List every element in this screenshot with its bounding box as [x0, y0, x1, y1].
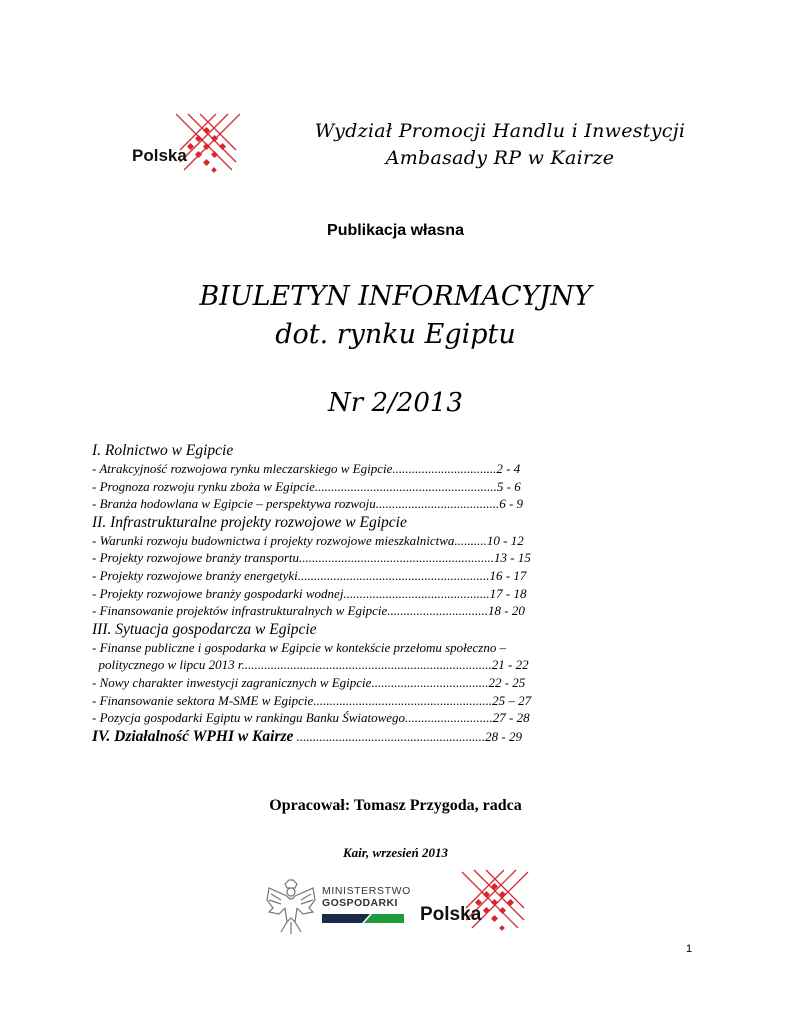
toc-section-heading: II. Infrastrukturalne projekty rozwojowe w Egipcie — [92, 513, 407, 531]
toc-section-heading: III. Sytuacja gospodarcza w Egipcie — [92, 620, 317, 638]
page-number: 1 — [686, 943, 693, 955]
toc-item: - Projekty rozwojowe branży energetyki...........................................................16 - 17 — [92, 567, 527, 583]
bulletin-title — [0, 278, 791, 354]
title-line-1: BIULETYN INFORMACYJNY — [199, 281, 592, 312]
toc-item: - Pozycja gospodarki Egiptu w rankingu Banku Światowego...........................27 - 28 — [92, 710, 530, 726]
toc-section-heading: I. Rolnictwo w Egipcie — [92, 442, 234, 459]
toc-item: - Finansowanie sektora M-SME w Egipcie.......................................................25 – 27 — [92, 692, 532, 708]
toc-item: - Warunki rozwoju budownictwa i projekty rozwojowe mieszkalnictwa..........10 - 12 — [92, 532, 524, 548]
toc-item: - Projekty rozwojowe branży transportu............................................................13 - 15 — [92, 550, 531, 566]
place-date: Kair, wrzesień 2013 — [342, 845, 449, 860]
author-line: Opracował: Tomasz Przygoda, radca — [269, 797, 522, 814]
toc-last-heading: IV. Działalność WPHI w Kairze — [92, 727, 294, 745]
toc-item: - Branża hodowlana w Egipcie – perspektywa rozwoju......................................6 - 9 — [92, 496, 524, 512]
polska-logo-text: Polska — [420, 904, 482, 925]
title-line-2: dot. rynku Egiptu — [275, 319, 516, 350]
ministry-logo — [322, 885, 411, 930]
toc-item: - Finansowanie projektów infrastrukturalnych w Egipcie...............................18 - 20 — [92, 603, 525, 619]
ministry-stripe-icon — [322, 914, 404, 923]
polska-logo-top — [128, 108, 248, 188]
toc-item: - Finanse publiczne i gospodarka w Egipcie w kontekście przełomu społeczno – — [92, 639, 507, 655]
polska-logo-bottom — [420, 868, 540, 946]
toc-item: - Projekty rozwojowe branży gospodarki wodnej.............................................17 - 18 — [92, 585, 527, 601]
ministry-line-1: MINISTERSTWO — [322, 885, 411, 897]
ministry-line-2: GOSPODARKI — [322, 897, 398, 909]
toc-last-pages: ..........................................................28 - 29 — [293, 728, 523, 744]
issue-number: Nr 2/2013 — [328, 388, 463, 418]
polska-logo-text: Polska — [132, 146, 187, 165]
department-line-1: Wydział Promocji Handlu i Inwestycji — [314, 120, 686, 142]
polish-eagle-icon — [265, 878, 317, 936]
toc-section-heading-last — [92, 727, 622, 746]
department-header — [290, 118, 710, 172]
table-of-contents — [92, 441, 622, 746]
toc-item: politycznego w lipcu 2013 r.............................................................................21 - 22 — [92, 657, 529, 673]
toc-item: - Nowy charakter inwestycji zagranicznych w Egipcie....................................22 - 25 — [92, 674, 526, 690]
toc-item: - Prognoza rozwoju rynku zboża w Egipcie........................................................5 - 6 — [92, 478, 521, 494]
publication-type: Publikacja własna — [327, 222, 464, 239]
department-line-2: Ambasady RP w Kairze — [385, 147, 615, 169]
toc-item: - Atrakcyjność rozwojowa rynku mleczarskiego w Egipcie................................2 - 4 — [92, 461, 521, 476]
